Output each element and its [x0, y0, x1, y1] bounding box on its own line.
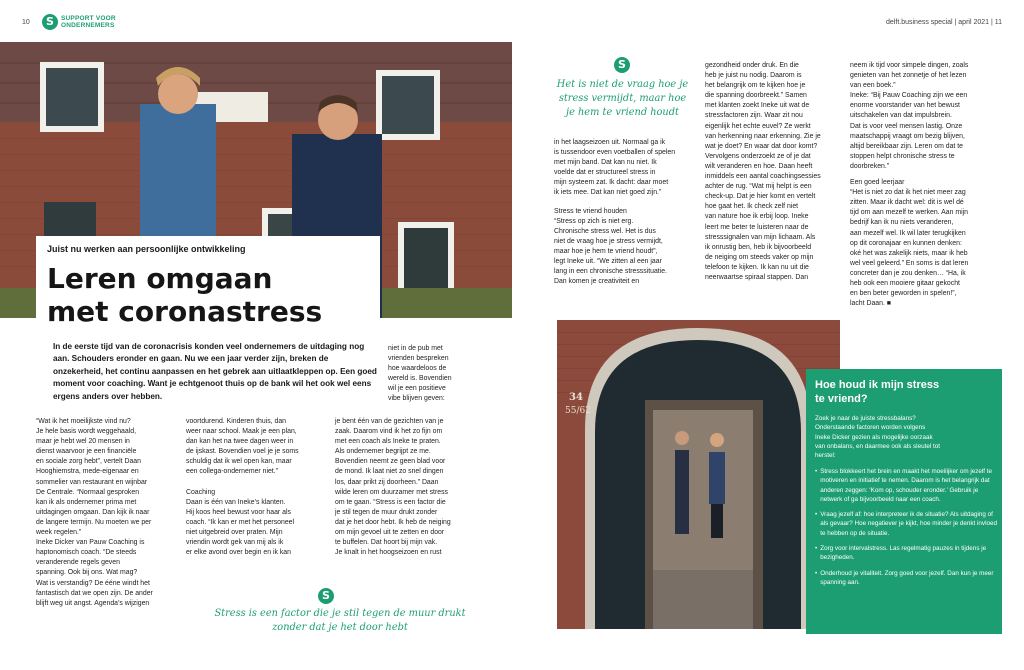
- headline-line-1: Leren omgaan: [47, 262, 273, 295]
- sidebar-box: [806, 369, 1002, 634]
- subheading-goed-leerjaar: Een goed leerjaar: [850, 179, 905, 187]
- body-column-6: [850, 61, 1000, 309]
- body-column-3: je bent één van de gezichten van je zaak. Daarom vind ik het zo fijn om met een coach als Ineke te praten. Als ondernemer begrijpt ze me. Bovendien neemt ze geen blad voor de mond. Ik laat niet zo snel dingen los, daar prikt zij doorheen.” Daan wilde leren om duurzamer met stress om te gaan. “Stress is een factor die je stil tegen de muur drukt zonder dat je het door hebt. Ik heb de neiging om mijn gevoel uit te zetten en door te buffelen. Dat hoort bij mijn vak. Je knalt in het hoogseizoen en rust: [335, 418, 451, 557]
- sidebar-bullet-list: [815, 467, 997, 587]
- gate-photo-illustration: [557, 320, 840, 629]
- body-column-5: gezondheid onder druk. En die heb je juist nu nodig. Daarom is het belangrijk om te kijken hoe je die spanning doorbreekt.” Samen met klanten zoekt Ineke uit wat de stressfactoren zijn. Waar zit nou eigenlijk het echte euvel? Ze werkt van herkenning naar erkenning. Zie je wat je doet? En waar dat door komt? Vervolgens onderzoekt ze of je dat wilt veranderen en hoe. Daan heeft inmiddels een aantal coachingsessies achter de rug. “Wat mij helpt is een check-up. Dat je hier komt en vertelt hoe gaat het. Ik check zelf niet van nature hoe ik erbij loop. Ineke leert me beter te luisteren naar de stresssignalen van mijn lichaam. Als ik onrustig ben, heb ik bijvoorbeeld de neiging om steeds vaker op mijn telefoon te kijken. Ik kan nu uit die neerwaartse spiraal stappen. Dan: [705, 62, 821, 281]
- sidebar-intro: Zoek je naar de juiste stressbalans? Onderstaande factoren worden volgens Ineke Dicker gezien als mogelijke oorzaak van onbalans, en daarmee ook als sleutel tot herstel:: [815, 415, 940, 460]
- brand-name: [61, 15, 116, 29]
- folio-right: delft.business special | april 2021 | 11: [886, 19, 1002, 26]
- article-headline: [47, 262, 322, 328]
- sidebar-title-line-2: te vriend?: [815, 393, 868, 405]
- sidebar-bullet-text: Zorg voor intervalstress. Las regelmatig pauzes in tijdens je bezigheden.: [820, 545, 987, 562]
- sidebar-bullet-text: Stress blokkeert het brein en maakt het moeilijker om jezelf te motiveren en initiatief te nemen. Daarom is het belangrijk dat anderen zeggen: ‘Kom op, schouder eronder.’ Gebruik je netwerk of ga bijvoorbeeld naar een coach.: [820, 468, 993, 503]
- bullet-dot-icon: •: [815, 545, 818, 553]
- quote-logo-icon-right: S: [614, 57, 630, 73]
- quote-logo-icon-left: S: [318, 588, 334, 604]
- bullet-dot-icon: •: [815, 511, 818, 519]
- brand-line-1: SUPPORT VOOR: [61, 15, 116, 22]
- sidebar-title-line-1: Hoe houd ik mijn stress: [815, 379, 940, 391]
- body-column-2: [186, 417, 331, 558]
- gate-photo: [557, 320, 840, 629]
- gate-number-bottom: 55/62: [565, 406, 591, 416]
- sidebar-bullet: [815, 569, 997, 588]
- brand-line-2: ONDERNEMERS: [61, 22, 115, 29]
- body-column-2-text-a: voortdurend. Kinderen thuis, dan weer naar school. Maak je een plan, dan kan het na twee dagen weer in de ijskast. Bovendien voel je je soms schuldig dat ik wel open kan, maar een collega-ondernemer niet.”: [186, 418, 299, 476]
- body-column-4: [554, 138, 684, 287]
- sidebar-bullet-text: Onderhoud je vitaliteit. Zorg goed voor jezelf. Dan kun je meer spanning aan.: [820, 569, 994, 586]
- sidebar-title: [815, 378, 939, 406]
- sidebar-bullet: [815, 544, 997, 563]
- sidebar-bullet-text: Vraag jezelf af: hoe interpreteer ik de situatie? Als uitdaging of als gevaar? Hoe negatiever je kijkt, hoe minder je denkt invloed te hebben op de situatie.: [820, 511, 997, 537]
- subheading-stress-te-vriend: Stress te vriend houden: [554, 207, 627, 215]
- subheading-coaching: Coaching: [186, 488, 216, 496]
- sidebar-bullet: [815, 467, 997, 504]
- body-column-4-text-a: in het laagseizoen uit. Normaal ga ik is tussendoor even voetballen of spelen met mijn band. Dat kan nu niet. Ik voelde dat er structureel stress in mijn systeem zat. Ik dacht: daar moet ik iets mee. Dat kan niet goed zijn.”: [554, 139, 676, 197]
- pull-quote-right: Het is niet de vraag hoe je stress vermijdt, maar hoe je hem te vriend houdt: [556, 79, 689, 118]
- bullet-dot-icon: •: [815, 569, 818, 577]
- body-column-1: “Wat ik het moeilijkste vind nu? Je hele basis wordt weggehaald, maar je hebt wel 20 mensen in dienst waarvoor je een financiële en sociale zorg hebt”, vertelt Daan Hooghiemstra, mede-eigenaar en sommelier van restaurant en wijnbar De Centrale. “Normaal gesproken kan ik als ondernemer prima met uitdagingen omgaan. Dan kijk ik naar de langere termijn. Nu moeten we per week regelen.” Ineke Dicker van Pauw Coaching is haptonomisch coach. “De steeds veranderende regels geven spanning. Ook bij ons. Wat mag? Wat is verstandig? De ééne windt het fantastisch dat we open zijn. De ander blijft weg uit angst. Agenda’s wijzigen: [36, 418, 153, 607]
- body-column-4-text-b: “Stress op zich is niet erg. Chronische stress wel. Het is dus niet de vraag hoe je stress vermijdt, maar hoe je hem te vriend houdt”, legt Ineke uit. “We zitten al een jaar lang in een chronische stresssituatie. Dan komen je creativiteit en: [554, 217, 667, 286]
- article-intro: In de eerste tijd van de coronacrisis konden veel ondernemers de uitdaging nog aan. Schouders eronder en gaan. Nu we een jaar verder zijn, breken de onzekerheid, het continu aanpassen en het gebrek aan uitlaatkleppen op. Een goed moment voor coaching. Want je echtgenoot thuis op de bank wil het ook wel eens ergens anders over hebben.: [53, 342, 377, 401]
- body-column-2-text-b: Daan is één van Ineke’s klanten. Hij koos heel bewust voor haar als coach. “Ik kan er met het personeel niet uitgebreid over praten. Mijn vriendin wordt gek van mij als ik er elke avond over begin en ik kan: [186, 498, 295, 557]
- pull-quote-left: Stress is een factor die je stil tegen de muur drukt zonder dat je het door hebt: [214, 608, 466, 633]
- body-column-6-text-b: “Het is niet zo dat ik het niet meer zag zitten. Maar ik dacht wel: dit is wel dé tijd om aan mezelf te werken. Aan mijn bedrijf kan ik nu niets veranderen, aan mezelf wel. Ik wil later terugkijken op dit coronajaar en kunnen denken: oké het was zakelijk niets, maar ik heb wel veel geleerd.” En soms is dat leren concreter dan je zou denken… “Ha, ik heb ook een mooiere gitaar gekocht en ben beter geworden in spelen!”, lacht Daan. ■: [850, 189, 969, 308]
- headline-line-2: met coronastress: [47, 295, 323, 328]
- gate-number-top: 34: [569, 392, 583, 403]
- bullet-dot-icon: •: [815, 468, 818, 475]
- page-number-left: 10: [22, 19, 30, 26]
- intro-side-text: niet in de pub met vrienden bespreken hoe waardeloos de wereld is. Bovendien wil je een positieve vibe blijven geven:: [388, 345, 452, 403]
- brand-logo-icon: S: [42, 14, 58, 30]
- article-kicker: Juist nu werken aan persoonlijke ontwikkeling: [47, 244, 246, 254]
- body-column-6-text-a: neem ik tijd voor simpele dingen, zoals genieten van het zonnetje of het lezen van een boek.” Ineke: “Bij Pauw Coaching zijn we een enorme voorstander van het bewust uitschakelen van dat impulsbrein. Dat is voor veel mensen lastig. Onze maatschappij vraagt om bezig blijven, altijd bereikbaar zijn. Leren om dat te stoppen helpt chronische stress te doorbreken.”: [850, 62, 969, 170]
- sidebar-bullet: [815, 510, 997, 538]
- title-block: [36, 236, 380, 336]
